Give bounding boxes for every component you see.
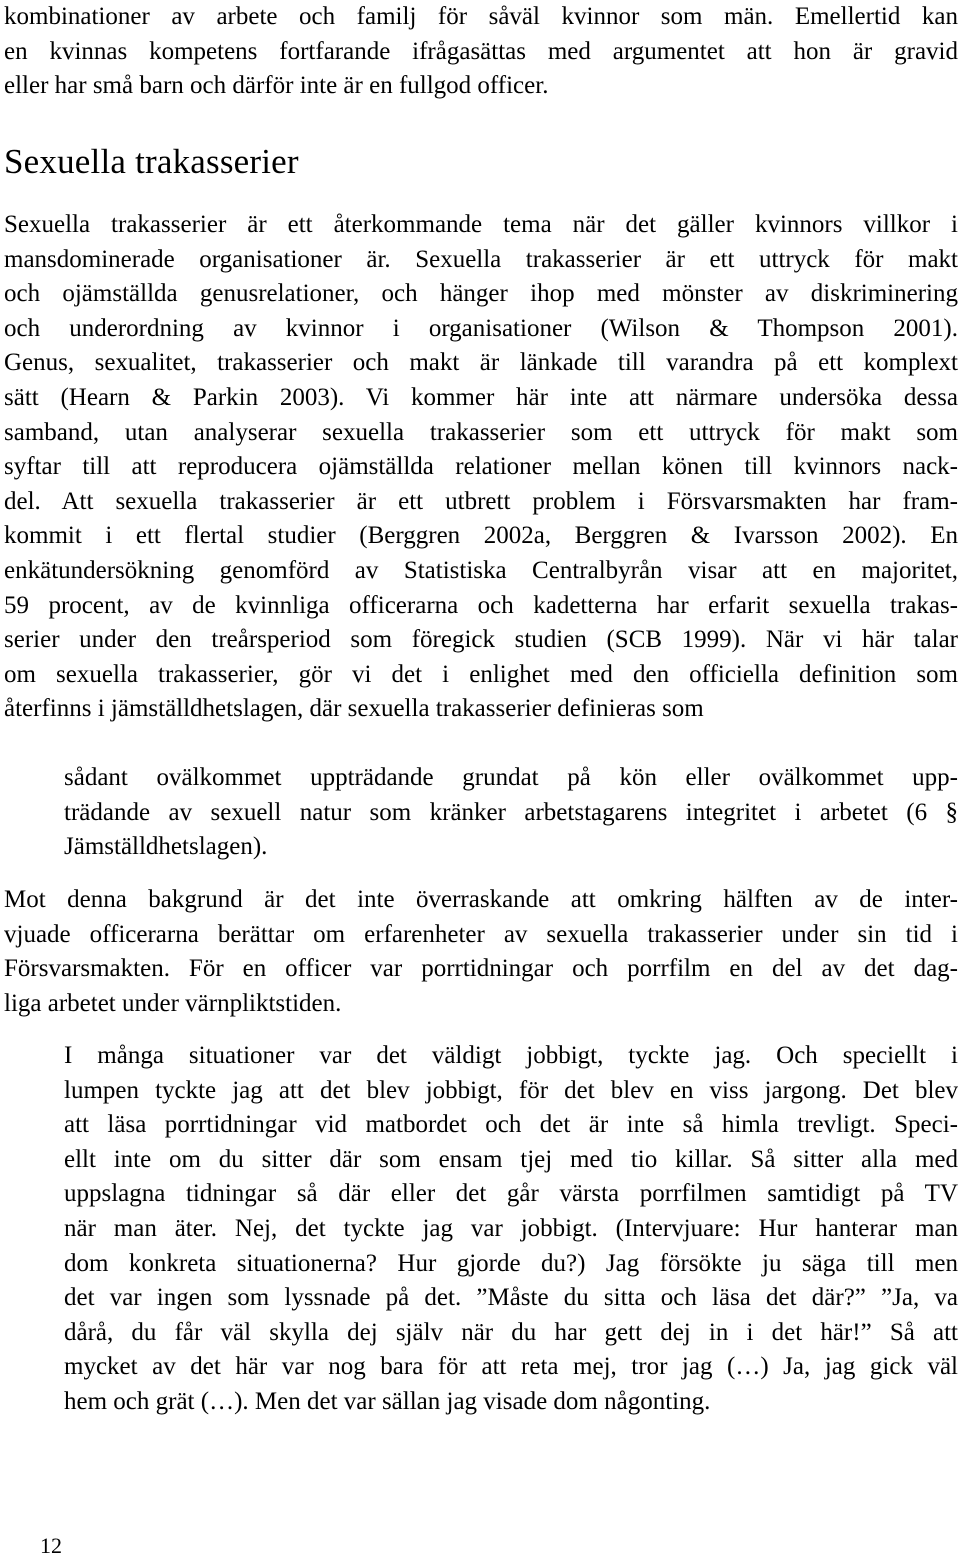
body-paragraph bbox=[4, 208, 958, 727]
text-line: 59 procent, av de kvinnliga officerarna och kadetterna har erfarit sexuella trakas- bbox=[4, 591, 958, 619]
text-line: en kvinnas kompetens fortfarande ifrågasättas med argumentet att hon är gravid bbox=[4, 37, 958, 65]
page-number: 12 bbox=[40, 1533, 62, 1558]
text-line: Försvarsmakten. För en officer var porrtidningar och porrfilm en del av det dag- bbox=[4, 955, 958, 983]
text-line: Genus, sexualitet, trakasserier och makt är länkade till varandra på ett komplext bbox=[4, 349, 958, 377]
text-line: dom konkreta situationerna? Hur gjorde du?) Jag försökte ju säga till men bbox=[64, 1249, 958, 1277]
text-line: om sexuella trakasserier, gör vi det i enlighet med den officiella definition som bbox=[4, 660, 958, 688]
text-line: syftar till att reproducera ojämställda relationer mellan könen till kvinnors nack- bbox=[4, 453, 958, 481]
text-line: lumpen tyckte jag att det blev jobbigt, för det blev en viss jargong. Det blev bbox=[64, 1076, 958, 1104]
text-line: trädande av sexuell natur som kränker arbetstagarens integritet i arbetet (6 § bbox=[64, 798, 958, 826]
intro-paragraph bbox=[4, 0, 958, 104]
section-heading: Sexuella trakasserier bbox=[4, 142, 299, 181]
text-line: ellt inte om du sitter där som ensam tjej med tio killar. Så sitter alla med bbox=[64, 1145, 958, 1173]
text-line: mansdominerade organisationer är. Sexuella trakasserier är ett uttryck för makt bbox=[4, 245, 958, 273]
definition-blockquote bbox=[64, 761, 958, 865]
followup-paragraph bbox=[4, 883, 958, 1021]
text-line: hem och grät (…). Men det var sällan jag visade dom någonting. bbox=[64, 1387, 711, 1415]
text-line: uppslagna tidningar så där eller det går värsta porrfilmen samtidigt på TV bbox=[64, 1180, 958, 1208]
text-line: när man äter. Nej, det tyckte jag var jobbigt. (Intervjuare: Hur hanterar man bbox=[64, 1214, 958, 1242]
text-line: det var ingen som lyssnade på det. ”Måste du sitta och läsa det där?” ”Ja, va bbox=[64, 1284, 958, 1312]
text-line: vjuade officerarna berättar om erfarenheter av sexuella trakasserier under sin tid i bbox=[4, 920, 958, 948]
text-line: och underordning av kvinnor i organisationer (Wilson & Thompson 2001). bbox=[4, 314, 958, 342]
text-line: dårå, du får väl skylla dej själv när du har gett dej in i det här!” Så att bbox=[64, 1318, 958, 1346]
text-line: sådant ovälkommet uppträdande grundat på kön eller ovälkommet upp- bbox=[64, 764, 958, 791]
text-line: del. Att sexuella trakasserier är ett utbrett problem i Försvarsmakten har fram- bbox=[4, 487, 958, 515]
interview-blockquote bbox=[64, 1039, 958, 1420]
text-line: enkätundersökning genomförd av Statistiska Centralbyrån visar att en majoritet, bbox=[4, 556, 958, 584]
text-line: serier under den treårsperiod som föregick studien (SCB 1999). När vi här talar bbox=[4, 626, 958, 654]
text-line: Jämställdhetslagen). bbox=[64, 833, 268, 861]
text-line: Sexuella trakasserier är ett återkommande tema när det gäller kvinnors villkor i bbox=[4, 211, 958, 238]
text-line: liga arbetet under värnpliktstiden. bbox=[4, 989, 342, 1017]
text-line: Mot denna bakgrund är det inte överraskande att omkring hälften av de inter- bbox=[4, 886, 958, 913]
text-line: I många situationer var det väldigt jobbigt, tyckte jag. Och speciellt i bbox=[64, 1042, 958, 1069]
text-line: återfinns i jämställdhetslagen, där sexuella trakasserier definieras som bbox=[4, 695, 704, 723]
text-line: kombinationer av arbete och familj för såväl kvinnor som män. Emellertid kan bbox=[4, 3, 958, 30]
text-line: och ojämställda genusrelationer, och hänger ihop med mönster av diskriminering bbox=[4, 280, 958, 308]
text-line: att läsa porrtidningar vid matbordet och det är inte så himla trevligt. Speci- bbox=[64, 1111, 958, 1139]
text-line: kommit i ett flertal studier (Berggren 2002a, Berggren & Ivarsson 2002). En bbox=[4, 522, 958, 550]
text-line: eller har små barn och därför inte är en fullgod officer. bbox=[4, 72, 549, 100]
text-line: mycket av det här var nog bara för att reta mej, tror jag (…) Ja, jag gick väl bbox=[64, 1353, 958, 1381]
text-line: samband, utan analyserar sexuella trakasserier som ett uttryck för makt som bbox=[4, 418, 958, 446]
text-line: sätt (Hearn & Parkin 2003). Vi kommer här inte att närmare undersöka dessa bbox=[4, 383, 958, 411]
